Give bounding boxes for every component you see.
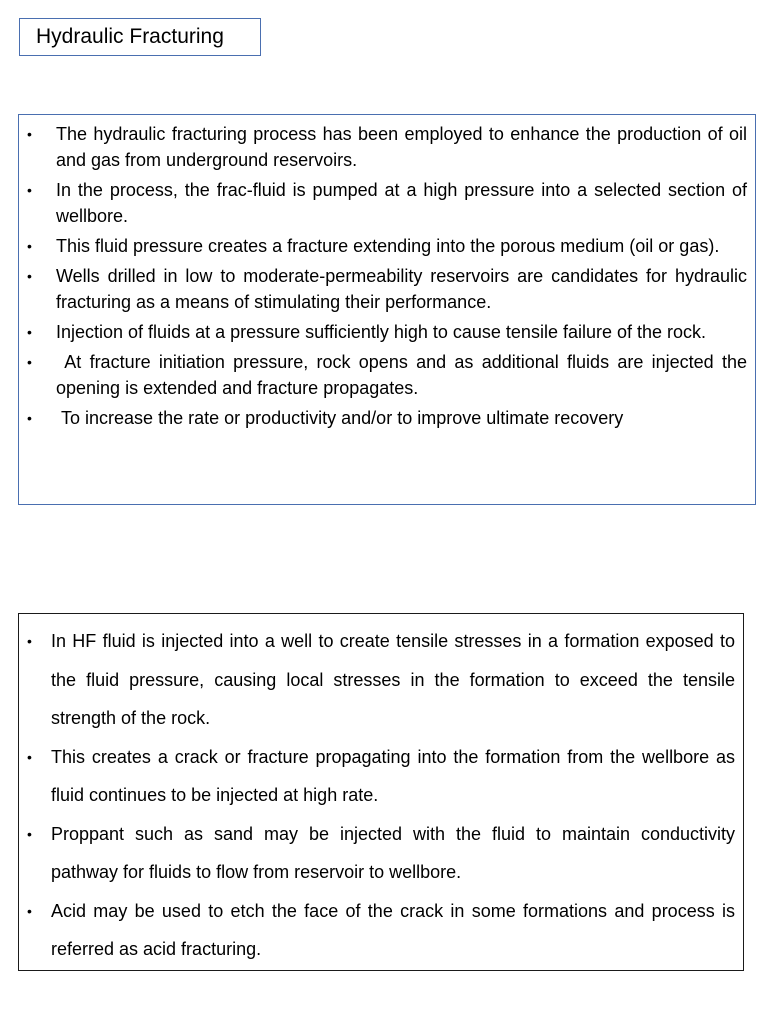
list-item-text: Injection of fluids at a pressure sufficiently high to cause tensile failure of the rock.: [56, 322, 707, 342]
bullet-icon: •: [27, 633, 32, 649]
list-item-text: This creates a crack or fracture propagating into the formation from the wellbore as fluid continues to be injected at high rate.: [51, 746, 735, 805]
bullet-icon: •: [27, 410, 32, 426]
overview-list: [27, 121, 752, 431]
list-item: [27, 349, 752, 401]
list-item: [27, 121, 747, 173]
list-item-text: At fracture initiation pressure, rock opens and as additional fluids are injected the opening is extended and fracture propagates.: [56, 352, 752, 398]
bullet-icon: •: [27, 324, 32, 340]
bullet-icon: •: [27, 268, 32, 284]
list-item-text: Acid may be used to etch the face of the crack in some formations and process is referred as acid fracturing.: [51, 900, 735, 959]
bullet-icon: •: [27, 182, 32, 198]
list-item-text: Proppant such as sand may be injected with the fluid to maintain conductivity pathway for fluids to flow from reservoir to wellbore.: [51, 823, 735, 882]
list-item-text: In the process, the frac-fluid is pumped at a high pressure into a selected section of wellbore.: [56, 180, 747, 226]
list-item: [27, 738, 735, 815]
list-item: [27, 177, 747, 229]
list-item: [27, 622, 735, 738]
bullet-icon: •: [27, 825, 32, 842]
list-item: [27, 815, 735, 892]
list-item: [27, 233, 747, 259]
list-item-text: This fluid pressure creates a fracture extending into the porous medium (oil or gas).: [56, 236, 720, 256]
list-item-text: In HF fluid is injected into a well to create tensile stresses in a formation exposed to the fluid pressure, causing local stresses in the formation to exceed the tensile strength of the rock.: [51, 631, 735, 728]
title-box: [19, 18, 261, 56]
list-item: [27, 263, 747, 315]
details-list: [27, 622, 735, 969]
overview-box: [18, 114, 756, 505]
list-item-text: The hydraulic fracturing process has been employed to enhance the production of oil and gas from underground reservoirs.: [56, 124, 747, 170]
list-item: [27, 405, 747, 431]
list-item-text: Wells drilled in low to moderate-permeability reservoirs are candidates for hydraulic fracturing as a means of stimulating their performance.: [56, 266, 747, 312]
page-title: Hydraulic Fracturing: [36, 25, 224, 48]
bullet-icon: •: [27, 238, 32, 254]
list-item: [27, 892, 735, 969]
list-item-text: To increase the rate or productivity and/or to improve ultimate recovery: [56, 408, 624, 428]
bullet-icon: •: [27, 902, 32, 919]
list-item: [27, 319, 747, 345]
bullet-icon: •: [27, 126, 32, 142]
bullet-icon: •: [27, 354, 32, 370]
details-box: [18, 613, 744, 971]
bullet-icon: •: [27, 748, 32, 765]
